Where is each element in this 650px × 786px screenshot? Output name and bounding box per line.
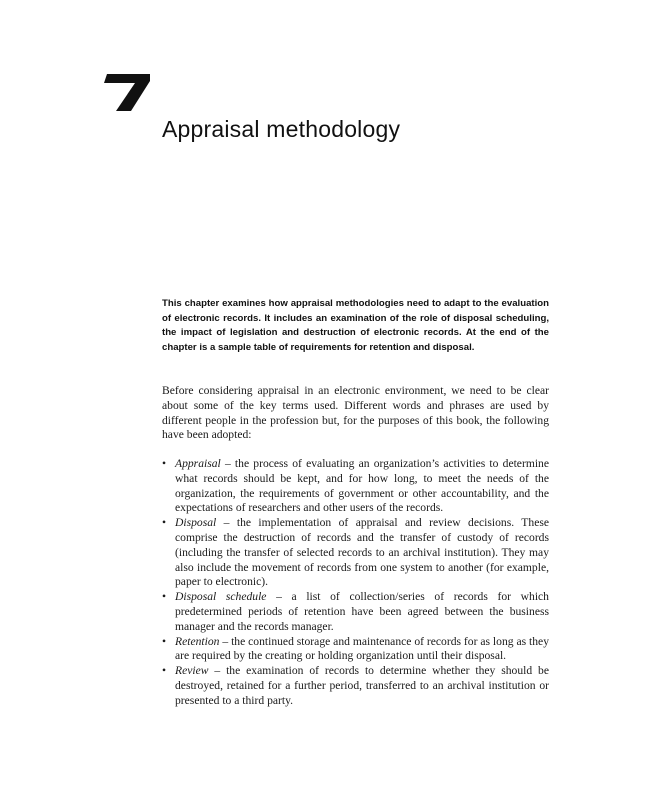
list-item <box>162 516 549 590</box>
definitions-list <box>162 457 549 709</box>
bullet: • <box>162 516 167 530</box>
definition-term: Disposal schedule <box>175 590 267 604</box>
bullet: • <box>162 457 167 470</box>
list-item <box>162 590 549 634</box>
list-item <box>162 664 549 708</box>
definition-text: – the implementation of appraisal and review decisions. These comprise the destruction of records and the transfer of custody of records (including the transfer of selected records to an archival institution). They may also include the movement of records from one system to another (for example, paper to electronic). <box>175 516 549 589</box>
intro-paragraph: Before considering appraisal in an electronic environment, we need to be clear about some of the key terms used. Different words and phrases are used by different people in the profession but, for the purposes of this book, the following have been adopted: <box>162 384 549 442</box>
list-item <box>162 457 549 516</box>
definition-text: – the examination of records to determine whether they should be destroyed, retained for a further period, transferred to an archival institution or presented to a third party. <box>175 664 549 707</box>
bullet: • <box>162 590 167 604</box>
list-item <box>162 635 549 665</box>
chapter-number <box>104 74 150 111</box>
definition-text: – the process of evaluating an organization’s activities to determine what records should be kept, and for how long, to meet the needs of the organization, the requirements of government or other accountability, and the expectations of researchers and other users of the records. <box>175 457 549 515</box>
definition-term: Appraisal <box>175 457 221 470</box>
definition-term: Review <box>175 664 209 678</box>
bullet: • <box>162 664 167 678</box>
definition-term: Retention <box>175 634 220 648</box>
chapter-abstract: This chapter examines how appraisal methodologies need to adapt to the evaluation of electronic records. It includes an examination of the role of disposal scheduling, the impact of legislation and destruction of electronic records. At the end of the chapter is a sample table of requirements for retention and disposal. <box>162 298 549 354</box>
definition-text: – the continued storage and maintenance of records for as long as they are required by the creating or holding organization until their disposal. <box>175 634 549 663</box>
bullet: • <box>162 634 167 648</box>
definition-term: Disposal <box>175 516 217 530</box>
chapter-title: Appraisal methodology <box>162 116 401 142</box>
definition-text: – a list of collection/series of records for which predetermined periods of retention have been agreed between the business manager and the records manager. <box>175 590 549 633</box>
